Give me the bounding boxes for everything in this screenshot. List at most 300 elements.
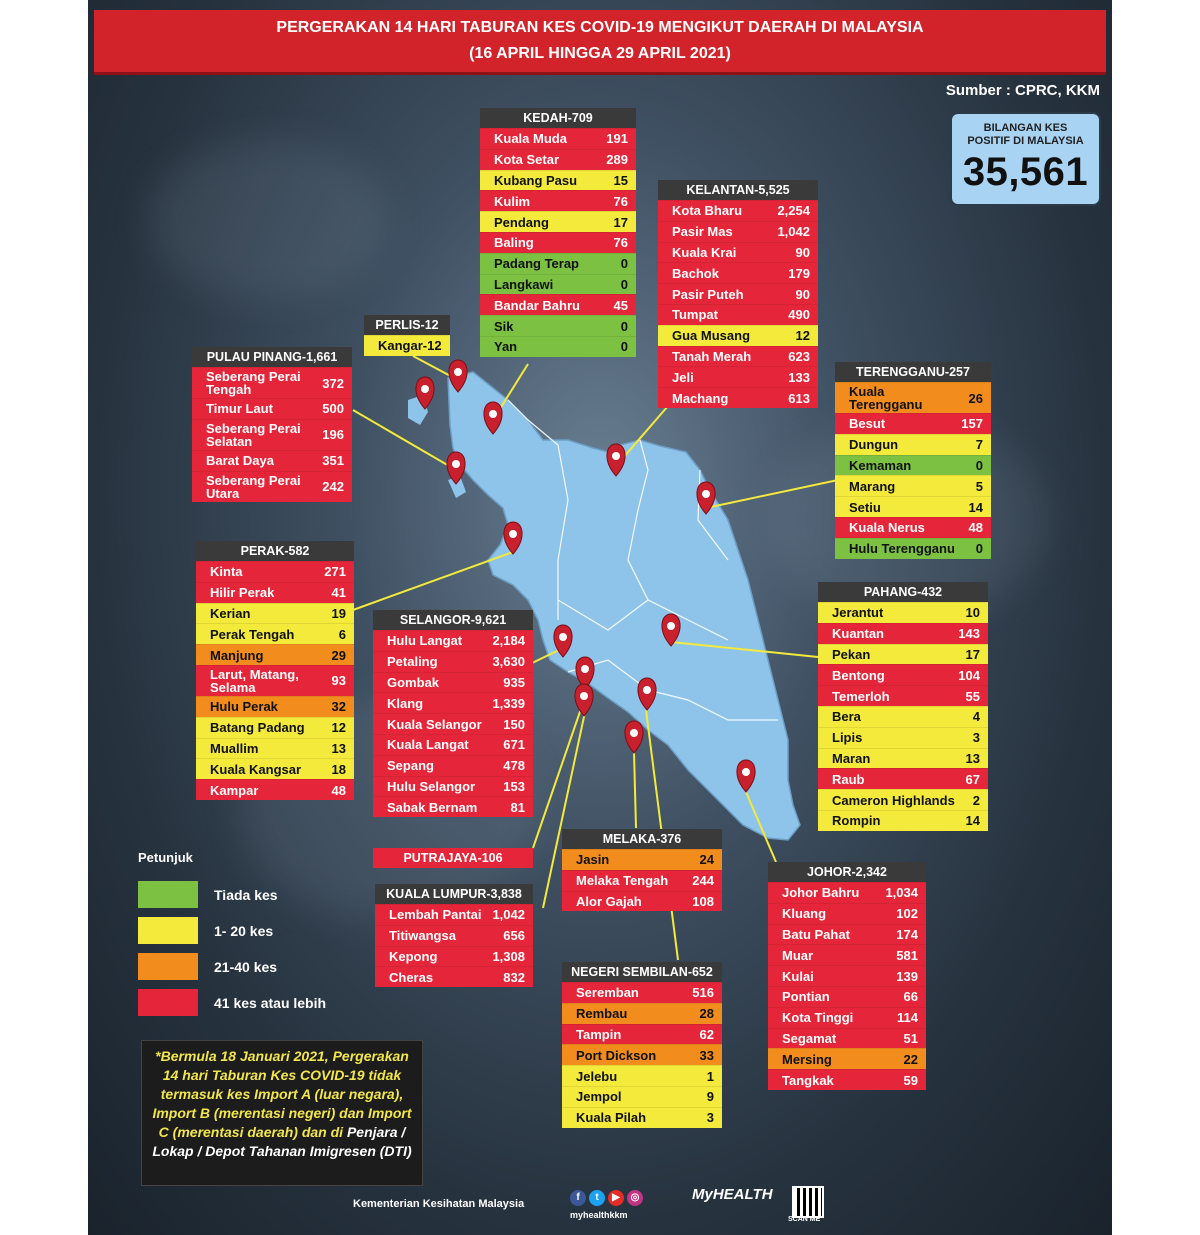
district-value: 19: [331, 605, 346, 621]
district-value: 3,630: [492, 654, 525, 670]
district-value: 1: [706, 1068, 714, 1084]
district-row: [658, 221, 818, 242]
district-value: 271: [324, 564, 346, 580]
district-value: 76: [613, 193, 628, 209]
district-name: Seberang Perai Selatan: [206, 420, 301, 449]
district-value: 1,042: [777, 224, 810, 240]
district-row: [480, 128, 636, 149]
district-value: 17: [613, 214, 628, 230]
district-name: Larut, Matang, Selama: [210, 666, 299, 695]
district-value: 2,254: [777, 203, 810, 219]
district-row: [768, 882, 926, 903]
district-name: Kuala Nerus: [849, 520, 925, 536]
district-name: Jelebu: [576, 1068, 618, 1084]
legend-label: 41 kes atau lebih: [214, 994, 327, 1011]
district-value: 0: [620, 256, 628, 272]
qr-caption: SCAN ME: [788, 1216, 821, 1223]
district-row: [658, 262, 818, 283]
district-name: Kerian: [210, 605, 251, 621]
district-value: 29: [331, 647, 346, 663]
district-name: Hulu Terengganu: [849, 541, 955, 557]
district-row: [658, 304, 818, 325]
district-name: Tumpat: [672, 307, 718, 323]
district-name: Kampar: [210, 782, 259, 798]
youtube-icon[interactable]: ▶: [608, 1190, 624, 1206]
note-white-text: Penjara / Lokap / Depot Tahanan Imigresen (DTI): [152, 1124, 412, 1159]
table-perlis: [364, 315, 450, 356]
location-pin-icon: [625, 721, 643, 753]
district-name: Cameron Highlands: [832, 792, 955, 808]
qr-code-icon[interactable]: [792, 1186, 824, 1218]
district-row: [658, 387, 818, 408]
table-putrajaya: [373, 848, 533, 868]
district-value: 114: [897, 1010, 918, 1026]
district-row: [835, 434, 991, 455]
title-line-2: (16 APRIL HINGGA 29 APRIL 2021): [469, 45, 731, 62]
district-row: [818, 685, 988, 706]
district-row: [480, 336, 636, 357]
table-header: PERLIS-12: [364, 315, 450, 335]
district-value: 2: [972, 792, 980, 808]
table-header: NEGERI SEMBILAN-652: [562, 962, 722, 982]
district-name: Padang Terap: [494, 256, 580, 272]
district-row: [364, 335, 450, 356]
district-row: [373, 796, 533, 817]
legend-swatch: [138, 917, 198, 944]
district-value: 5: [975, 478, 983, 494]
facebook-icon[interactable]: f: [570, 1190, 586, 1206]
district-value: 581: [896, 947, 918, 963]
table-kuala-lumpur: [375, 884, 533, 987]
district-row: [196, 561, 354, 582]
district-name: Langkawi: [494, 276, 554, 292]
table-header: TERENGGANU-257: [835, 362, 991, 382]
district-value: 81: [510, 799, 525, 815]
myhealth-logo: MyHEALTH: [692, 1186, 773, 1203]
district-name: Kulim: [494, 193, 531, 209]
district-value: 24: [699, 852, 714, 868]
district-value: 0: [620, 339, 628, 355]
district-row: [835, 517, 991, 538]
district-value: 26: [968, 390, 983, 406]
connector-terengganu: [706, 480, 838, 508]
social-icons: [570, 1190, 643, 1206]
district-row: [196, 738, 354, 759]
district-value: 108: [692, 893, 714, 909]
district-row: [480, 315, 636, 336]
district-value: 0: [620, 276, 628, 292]
district-name: Bera: [832, 709, 861, 725]
district-value: 196: [322, 427, 344, 443]
district-row: [768, 986, 926, 1007]
social-handle: myhealthkkm: [570, 1210, 628, 1220]
table-kelantan: [658, 180, 818, 408]
district-row: [562, 1003, 722, 1024]
district-value: 150: [503, 716, 525, 732]
district-name: Kuala Krai: [672, 244, 737, 260]
table-header: KEDAH-709: [480, 108, 636, 128]
legend-label: Tiada kes: [214, 886, 278, 903]
district-row: [196, 582, 354, 603]
legend-title: Petunjuk: [138, 850, 193, 865]
district-name: Jasin: [576, 852, 610, 868]
district-value: 133: [788, 369, 810, 385]
district-row: [562, 982, 722, 1003]
district-name: Pasir Mas: [672, 224, 733, 240]
district-row: [196, 603, 354, 624]
district-value: 2,184: [492, 633, 525, 649]
district-name: Perak Tengah: [210, 626, 295, 642]
district-row: [562, 1107, 722, 1128]
legend-label: 1- 20 kes: [214, 922, 274, 939]
location-pin-icon: [575, 684, 593, 716]
district-row: [768, 944, 926, 965]
district-value: 22: [903, 1051, 918, 1067]
district-row: [835, 455, 991, 476]
district-row: [818, 810, 988, 831]
district-row: [373, 734, 533, 755]
district-name: Muar: [782, 947, 814, 963]
legend-label: 21-40 kes: [214, 958, 278, 975]
district-name: Kulai: [782, 968, 814, 984]
table-kedah: [480, 108, 636, 357]
district-name: Raub: [832, 771, 865, 787]
district-name: Sepang: [387, 758, 434, 774]
district-name: Jempol: [576, 1089, 622, 1105]
district-row: [818, 623, 988, 644]
district-value: 104: [958, 667, 980, 683]
district-name: Timur Laut: [206, 401, 273, 417]
table-negeri-sembilan: [562, 962, 722, 1128]
district-row: [480, 253, 636, 274]
district-name: Titiwangsa: [389, 928, 456, 944]
table-header: JOHOR-2,342: [768, 862, 926, 882]
district-row: [658, 200, 818, 221]
district-value: 143: [958, 626, 980, 642]
district-row: [196, 696, 354, 717]
table-header: PUTRAJAYA-106: [373, 848, 533, 868]
district-name: Batu Pahat: [782, 926, 850, 942]
district-row: [835, 382, 991, 413]
district-name: Tanah Merah: [672, 348, 752, 364]
district-value: 139: [896, 968, 918, 984]
table-selangor: [373, 610, 533, 817]
infographic-poster: [88, 0, 1112, 1235]
district-value: 671: [503, 737, 525, 753]
district-value: 93: [331, 673, 346, 689]
district-value: 7: [975, 437, 983, 453]
table-header: PULAU PINANG-1,661: [192, 347, 352, 367]
legend-swatch: [138, 881, 198, 908]
district-row: [562, 1086, 722, 1107]
legend-swatch: [138, 989, 198, 1016]
district-value: 351: [322, 453, 344, 469]
total-cases-value: 35,561: [962, 150, 1089, 194]
legend-item: [138, 881, 278, 908]
district-name: Kubang Pasu: [494, 172, 578, 188]
district-value: 41: [331, 585, 346, 601]
district-value: 9: [706, 1089, 714, 1105]
ministry-label: Kementerian Kesihatan Malaysia: [353, 1198, 525, 1210]
total-label-line-1: BILANGAN KES: [983, 122, 1068, 134]
district-row: [658, 283, 818, 304]
district-row: [373, 692, 533, 713]
district-name: Jerantut: [832, 605, 884, 621]
district-name: Seberang Perai Tengah: [206, 369, 301, 397]
district-row: [658, 325, 818, 346]
district-row: [480, 211, 636, 232]
connector-melaka: [634, 752, 636, 828]
district-value: 1,042: [492, 907, 525, 923]
district-name: Bachok: [672, 265, 719, 281]
district-row: [375, 925, 533, 946]
district-name: Pendang: [494, 214, 549, 230]
location-pin-icon: [447, 452, 465, 484]
district-name: Rompin: [832, 813, 881, 829]
district-row: [768, 1028, 926, 1049]
district-name: Kluang: [782, 906, 827, 922]
table-header: MELAKA-376: [562, 829, 722, 849]
district-name: Machang: [672, 390, 729, 406]
table-header: KUALA LUMPUR-3,838: [375, 884, 533, 904]
district-row: [658, 346, 818, 367]
district-name: Dungun: [849, 437, 899, 453]
district-name: Pontian: [782, 989, 830, 1005]
district-row: [373, 651, 533, 672]
district-row: [562, 891, 722, 912]
district-name: Temerloh: [832, 688, 890, 704]
district-value: 656: [503, 928, 525, 944]
district-name: Seberang Perai Utara: [206, 472, 301, 501]
district-value: 15: [613, 172, 628, 188]
district-name: Klang: [387, 695, 424, 711]
district-name: Kota Setar: [494, 152, 560, 168]
district-value: 242: [322, 479, 344, 495]
district-row: [562, 1024, 722, 1045]
district-row: [196, 623, 354, 644]
table-header: PAHANG-432: [818, 582, 988, 602]
district-value: 490: [788, 307, 810, 323]
district-row: [835, 496, 991, 517]
district-name: Bandar Bahru: [494, 297, 580, 313]
connector-putrajaya: [533, 700, 584, 848]
district-value: 102: [896, 906, 918, 922]
district-row: [373, 672, 533, 693]
district-name: Kepong: [389, 948, 438, 964]
district-row: [835, 413, 991, 434]
district-value: 10: [965, 605, 980, 621]
district-row: [818, 727, 988, 748]
source-label: Sumber : CPRC, KKM: [945, 82, 1100, 99]
district-row: [373, 776, 533, 797]
table-perak: [196, 541, 354, 800]
district-row: [196, 644, 354, 665]
district-value: 45: [613, 297, 628, 313]
district-value: 289: [606, 152, 628, 168]
district-row: [480, 232, 636, 253]
district-row: [818, 664, 988, 685]
district-value: 244: [692, 873, 714, 889]
district-value: 90: [795, 286, 810, 302]
district-value: 12: [795, 328, 810, 344]
district-value: 66: [903, 989, 918, 1005]
title-line-1: PERGERAKAN 14 HARI TABURAN KES COVID-19 MENGIKUT DAERAH DI MALAYSIA: [276, 19, 924, 36]
district-name: Baling: [494, 235, 534, 251]
table-header: PERAK-582: [196, 541, 354, 561]
district-row: [480, 149, 636, 170]
district-value: 51: [903, 1030, 918, 1046]
district-row: [562, 870, 722, 891]
district-row: [835, 538, 991, 559]
district-value: 48: [968, 520, 983, 536]
district-row: [192, 398, 352, 419]
district-value: 157: [961, 416, 983, 432]
table-pahang: [818, 582, 988, 831]
district-name: Sik: [494, 318, 514, 334]
district-name: Kuala Langat: [387, 737, 469, 753]
twitter-icon[interactable]: t: [589, 1190, 605, 1206]
district-value: 3: [706, 1110, 714, 1126]
district-row: [818, 706, 988, 727]
district-name: Kemaman: [849, 457, 912, 473]
district-row: [192, 419, 352, 450]
district-name: Hilir Perak: [210, 585, 275, 601]
district-value: 478: [503, 758, 525, 774]
district-value: 372: [322, 375, 344, 391]
district-name: Pasir Puteh: [672, 286, 744, 302]
district-name: Seremban: [576, 985, 639, 1001]
district-value: 3: [972, 730, 980, 746]
district-name: Jeli: [672, 369, 694, 385]
district-value: 33: [699, 1047, 714, 1063]
district-row: [768, 1007, 926, 1028]
district-value: 174: [896, 926, 918, 942]
district-row: [658, 366, 818, 387]
district-name: Yan: [494, 339, 518, 355]
legend-item: [138, 989, 326, 1016]
district-value: 17: [965, 646, 980, 662]
district-name: Cheras: [389, 969, 434, 985]
district-name: Sabak Bernam: [387, 799, 478, 815]
legend-item: [138, 917, 273, 944]
district-name: Batang Padang: [210, 720, 305, 736]
district-row: [818, 789, 988, 810]
district-name: Tampin: [576, 1026, 622, 1042]
district-value: 0: [620, 318, 628, 334]
district-value: 0: [975, 541, 983, 557]
connector-perak: [353, 552, 513, 610]
district-row: [768, 1069, 926, 1090]
district-name: Kinta: [210, 564, 243, 580]
district-value: 832: [503, 969, 525, 985]
district-value: 14: [965, 813, 980, 829]
district-value: 500: [322, 401, 344, 417]
district-value: 12: [331, 720, 346, 736]
district-name: Kuala Selangor: [387, 716, 482, 732]
district-name: Kuala Pilah: [576, 1110, 647, 1126]
table-johor: [768, 862, 926, 1090]
district-row: [375, 946, 533, 967]
district-name: Port Dickson: [576, 1047, 657, 1063]
district-value: 1,034: [885, 885, 918, 901]
district-row: [375, 904, 533, 925]
district-row: [192, 367, 352, 398]
legend-item: [138, 953, 277, 980]
district-value: 516: [692, 985, 714, 1001]
district-name: Kota Bharu: [672, 203, 743, 219]
district-value: 1,339: [492, 695, 525, 711]
district-row: [196, 665, 354, 696]
district-row: [562, 1044, 722, 1065]
district-name: Segamat: [782, 1030, 837, 1046]
disclaimer-note: [141, 1040, 423, 1186]
district-row: [196, 779, 354, 800]
district-name: Hulu Langat: [387, 633, 463, 649]
district-row: [562, 849, 722, 870]
district-value: 62: [699, 1026, 714, 1042]
connector-pulau-pinang: [353, 410, 456, 470]
district-value: 1,308: [492, 948, 525, 964]
district-row: [818, 602, 988, 623]
district-name: Lipis: [832, 730, 863, 746]
district-row: [768, 924, 926, 945]
district-value: 67: [965, 771, 980, 787]
district-row: [373, 630, 533, 651]
district-value: 14: [968, 499, 983, 515]
instagram-icon[interactable]: ◎: [627, 1190, 643, 1206]
district-name: Kangar-12: [378, 338, 442, 354]
district-row: [480, 190, 636, 211]
table-terengganu: [835, 362, 991, 559]
district-value: 90: [795, 244, 810, 260]
district-value: 18: [331, 761, 346, 777]
table-header: SELANGOR-9,621: [373, 610, 533, 630]
district-name: Johor Bahru: [782, 885, 860, 901]
district-row: [196, 758, 354, 779]
district-name: Manjung: [210, 647, 264, 663]
district-name: Setiu: [849, 499, 881, 515]
table-header: KELANTAN-5,525: [658, 180, 818, 200]
district-row: [192, 450, 352, 471]
district-name: Kota Tinggi: [782, 1010, 854, 1026]
district-row: [480, 274, 636, 295]
district-name: Maran: [832, 750, 871, 766]
district-name: Mersing: [782, 1051, 832, 1067]
district-value: 613: [788, 390, 810, 406]
district-row: [373, 713, 533, 734]
district-value: 191: [606, 131, 628, 147]
district-row: [768, 903, 926, 924]
district-name: Bentong: [832, 667, 885, 683]
district-row: [658, 242, 818, 263]
district-row: [192, 471, 352, 502]
district-value: 28: [699, 1006, 714, 1022]
district-name: Pekan: [832, 646, 871, 662]
district-row: [375, 966, 533, 987]
district-row: [480, 170, 636, 191]
district-name: Marang: [849, 478, 896, 494]
district-name: Kuala Kangsar: [210, 761, 302, 777]
district-value: 76: [613, 235, 628, 251]
district-value: 59: [903, 1072, 918, 1088]
district-value: 4: [972, 709, 980, 725]
district-value: 13: [331, 740, 346, 756]
district-name: Melaka Tengah: [576, 873, 669, 889]
district-row: [818, 768, 988, 789]
district-value: 55: [965, 688, 980, 704]
district-name: Gombak: [387, 674, 440, 690]
district-value: 6: [338, 626, 346, 642]
